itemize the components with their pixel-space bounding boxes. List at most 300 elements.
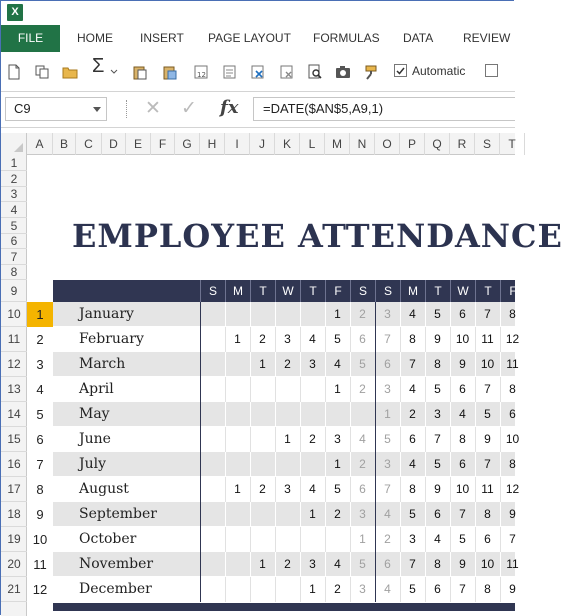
month-number-cell[interactable]: 11 xyxy=(33,557,47,572)
day-cell[interactable] xyxy=(250,402,275,427)
day-cell[interactable]: 6 xyxy=(484,532,491,546)
column-header-o[interactable]: O xyxy=(375,133,400,155)
day-cell[interactable]: 4 xyxy=(409,382,416,396)
name-box[interactable] xyxy=(5,97,107,121)
day-cell[interactable]: 10 xyxy=(480,557,495,571)
day-cell[interactable]: 4 xyxy=(334,557,341,571)
week-separator-line xyxy=(375,427,376,452)
day-cell[interactable]: 8 xyxy=(434,557,441,571)
day-cell[interactable]: 1 xyxy=(334,457,341,471)
month-name-cell[interactable]: November xyxy=(79,556,154,572)
clear-icon[interactable] xyxy=(250,64,266,80)
day-cell[interactable]: 1 xyxy=(259,557,266,571)
row-header-12[interactable]: 12 xyxy=(1,352,27,377)
day-cell[interactable]: 2 xyxy=(359,457,366,471)
column-header-c[interactable]: C xyxy=(76,133,102,155)
day-cell[interactable] xyxy=(225,552,250,577)
day-cell[interactable]: 1 xyxy=(334,307,341,321)
day-cell[interactable]: 3 xyxy=(384,457,391,471)
weekday-header-cell: F xyxy=(325,280,350,302)
month-name-cell[interactable]: April xyxy=(79,381,114,397)
day-cell[interactable] xyxy=(200,452,225,477)
day-cell[interactable]: 4 xyxy=(409,457,416,471)
chevron-down-icon[interactable] xyxy=(93,107,101,112)
month-number-cell[interactable]: 3 xyxy=(36,357,44,372)
day-cell[interactable]: 6 xyxy=(459,307,466,321)
day-cell[interactable]: 1 xyxy=(359,532,366,546)
day-cell[interactable] xyxy=(225,452,250,477)
week-separator-line xyxy=(375,327,376,352)
day-cell[interactable]: 10 xyxy=(505,432,520,446)
day-cell[interactable] xyxy=(250,452,275,477)
day-cell[interactable]: 9 xyxy=(509,507,516,521)
svg-text:12: 12 xyxy=(197,71,206,79)
manual-checkbox[interactable] xyxy=(485,64,498,77)
column-header-d[interactable]: D xyxy=(102,133,126,155)
day-cell[interactable] xyxy=(300,377,325,402)
row-header-15[interactable]: 15 xyxy=(1,427,27,452)
day-cell[interactable] xyxy=(250,377,275,402)
day-cell[interactable] xyxy=(225,377,250,402)
day-cell[interactable]: 2 xyxy=(259,482,266,496)
weekday-header-cell: T xyxy=(475,280,500,302)
day-cell[interactable]: 8 xyxy=(509,307,516,321)
day-cell[interactable]: 7 xyxy=(434,432,441,446)
row-header-19[interactable]: 19 xyxy=(1,527,27,552)
day-cell[interactable]: 6 xyxy=(459,457,466,471)
format-painter-icon[interactable] xyxy=(364,64,380,80)
day-cell[interactable]: 3 xyxy=(284,482,291,496)
week-separator-line xyxy=(200,477,201,502)
day-cell[interactable]: 6 xyxy=(384,557,391,571)
table-row xyxy=(33,552,519,577)
row-header-6[interactable]: 6 xyxy=(1,234,27,249)
autosum-icon[interactable]: Σ xyxy=(92,55,105,77)
camera-icon[interactable] xyxy=(335,64,351,80)
month-name-cell[interactable]: March xyxy=(79,356,126,372)
weekday-header-cell: M xyxy=(400,280,425,302)
week-separator-line xyxy=(200,502,201,527)
week-separator-line xyxy=(375,402,376,427)
table-row xyxy=(36,352,519,377)
clear-icon[interactable] xyxy=(279,64,295,80)
day-cell[interactable] xyxy=(200,577,225,602)
day-cell[interactable] xyxy=(225,302,250,327)
column-headers xyxy=(1,133,515,155)
day-cell[interactable]: 9 xyxy=(459,357,466,371)
day-cell[interactable] xyxy=(250,502,275,527)
month-name-cell[interactable]: August xyxy=(79,481,129,497)
month-name-cell[interactable]: October xyxy=(79,531,137,547)
day-cell[interactable] xyxy=(225,427,250,452)
day-cell[interactable] xyxy=(200,477,225,502)
day-cell[interactable] xyxy=(275,302,300,327)
day-cell[interactable]: 9 xyxy=(459,557,466,571)
day-cell[interactable] xyxy=(200,377,225,402)
row-header-3[interactable]: 3 xyxy=(1,187,27,202)
paste-icon[interactable] xyxy=(132,64,148,80)
month-name-cell[interactable]: June xyxy=(79,431,111,447)
month-number-cell[interactable]: 8 xyxy=(36,482,44,497)
table-row xyxy=(36,477,520,502)
day-cell[interactable] xyxy=(250,577,275,602)
day-cell[interactable] xyxy=(200,552,225,577)
week-separator-line xyxy=(375,352,376,377)
clear-format-icon[interactable] xyxy=(222,64,238,80)
day-cell[interactable]: 11 xyxy=(506,357,519,371)
day-cell[interactable]: 6 xyxy=(359,332,366,346)
day-cell[interactable]: 6 xyxy=(509,407,516,421)
select-all-button[interactable] xyxy=(1,133,27,155)
day-cell[interactable]: 8 xyxy=(409,332,416,346)
day-cell[interactable]: 4 xyxy=(459,407,466,421)
day-cell[interactable] xyxy=(275,527,300,552)
column-header-f[interactable]: F xyxy=(151,133,175,155)
day-cell[interactable]: 2 xyxy=(334,582,341,596)
weekday-header-row xyxy=(53,280,515,302)
day-cell[interactable]: 9 xyxy=(484,432,491,446)
name-box-value: C9 xyxy=(14,101,31,116)
month-number-cell[interactable]: 5 xyxy=(36,407,44,422)
row-header-2[interactable]: 2 xyxy=(1,171,27,187)
day-cell[interactable]: 2 xyxy=(359,382,366,396)
month-number-cell[interactable]: 4 xyxy=(36,382,44,397)
day-cell[interactable] xyxy=(250,527,275,552)
week-separator-line xyxy=(375,502,376,527)
column-header-s[interactable]: S xyxy=(475,133,500,155)
day-cell[interactable] xyxy=(200,352,225,377)
month-number-cell[interactable]: 1 xyxy=(27,302,53,327)
day-cell[interactable]: 9 xyxy=(434,332,441,346)
weekday-header-cell: W xyxy=(275,280,300,302)
day-cell[interactable]: 4 xyxy=(334,357,341,371)
day-cell[interactable]: 4 xyxy=(409,307,416,321)
row-header-10[interactable]: 10 xyxy=(1,302,27,327)
day-cell[interactable]: 7 xyxy=(484,382,491,396)
week-separator-line xyxy=(375,452,376,477)
row-header-11[interactable]: 11 xyxy=(1,327,27,352)
day-cell[interactable] xyxy=(300,302,325,327)
week-separator-line xyxy=(200,527,201,552)
day-cell[interactable]: 1 xyxy=(234,482,241,496)
row-header-13[interactable]: 13 xyxy=(1,377,27,402)
day-cell[interactable] xyxy=(250,302,275,327)
row-header-7[interactable]: 7 xyxy=(1,249,27,265)
column-header-p[interactable]: P xyxy=(400,133,425,155)
row-header-21[interactable]: 21 xyxy=(1,577,27,602)
column-header-e[interactable]: E xyxy=(126,133,151,155)
day-cell[interactable]: 7 xyxy=(409,357,416,371)
row-header-1[interactable]: 1 xyxy=(1,155,27,171)
day-cell[interactable]: 3 xyxy=(359,582,366,596)
month-number-cell[interactable]: 9 xyxy=(36,507,44,522)
column-header-k[interactable]: K xyxy=(275,133,300,155)
column-header-q[interactable]: Q xyxy=(425,133,450,155)
day-cell[interactable]: 2 xyxy=(309,432,316,446)
day-cell[interactable] xyxy=(275,577,300,602)
weekday-header-cell: T xyxy=(250,280,275,302)
day-cell[interactable] xyxy=(225,527,250,552)
day-cell[interactable]: 4 xyxy=(384,582,391,596)
column-header-l[interactable]: L xyxy=(300,133,325,155)
day-cell[interactable]: 7 xyxy=(484,307,491,321)
number-format-icon[interactable] xyxy=(193,64,209,80)
week-separator-line xyxy=(375,377,376,402)
weekday-header-cell: W xyxy=(450,280,475,302)
day-cell[interactable]: 3 xyxy=(359,507,366,521)
day-cell[interactable]: 5 xyxy=(459,532,466,546)
row-header-14[interactable]: 14 xyxy=(1,402,27,427)
column-header-j[interactable]: J xyxy=(250,133,275,155)
day-cell[interactable]: 3 xyxy=(309,357,316,371)
day-cell[interactable] xyxy=(275,402,300,427)
table-row xyxy=(36,302,516,327)
column-header-n[interactable]: N xyxy=(350,133,375,155)
weekday-header-cell: S xyxy=(200,280,225,302)
day-cell[interactable]: 1 xyxy=(309,507,316,521)
month-name-cell[interactable]: January xyxy=(79,306,134,322)
tab-page-layout[interactable]: PAGE LAYOUT xyxy=(208,31,291,45)
day-cell[interactable]: 6 xyxy=(384,357,391,371)
day-cell[interactable]: 7 xyxy=(384,482,391,496)
day-cell[interactable]: 5 xyxy=(334,482,341,496)
print-preview-icon[interactable] xyxy=(307,64,323,80)
day-cell[interactable] xyxy=(200,527,225,552)
day-cell[interactable]: 8 xyxy=(509,382,516,396)
day-cell[interactable]: 2 xyxy=(284,357,291,371)
automatic-label: Automatic xyxy=(412,64,466,78)
week-separator-line xyxy=(200,327,201,352)
day-cell[interactable]: 3 xyxy=(384,382,391,396)
day-cell[interactable]: 5 xyxy=(334,332,341,346)
quick-access-toolbar xyxy=(1,52,515,92)
day-cell[interactable]: 3 xyxy=(309,557,316,571)
day-cell[interactable]: 3 xyxy=(434,407,441,421)
sheet-title: EMPLOYEE ATTENDANCE xyxy=(72,217,563,255)
day-cell[interactable]: 4 xyxy=(309,332,316,346)
weekday-header-cell: M xyxy=(225,280,250,302)
tab-data[interactable]: DATA xyxy=(403,31,434,45)
day-cell[interactable] xyxy=(300,452,325,477)
new-document-icon[interactable] xyxy=(6,64,22,80)
day-cell[interactable]: 5 xyxy=(409,582,416,596)
weekday-header-cell: S xyxy=(350,280,375,302)
day-cell[interactable]: 7 xyxy=(409,557,416,571)
column-header-r[interactable]: R xyxy=(450,133,475,155)
day-cell[interactable]: 8 xyxy=(484,582,491,596)
month-number-cell[interactable]: 6 xyxy=(36,432,44,447)
row-header-17[interactable]: 17 xyxy=(1,477,27,502)
formula-bar xyxy=(1,92,515,128)
column-header-a[interactable]: A xyxy=(27,133,53,155)
weekday-header-cell: T xyxy=(425,280,450,302)
month-name-cell[interactable]: July xyxy=(79,456,107,472)
week-separator-line xyxy=(200,577,201,602)
day-cell[interactable] xyxy=(200,327,225,352)
day-cell[interactable] xyxy=(200,402,225,427)
day-cell[interactable]: 6 xyxy=(459,382,466,396)
checkmark-icon xyxy=(395,65,406,76)
table-row xyxy=(36,377,516,402)
month-number-cell[interactable]: 7 xyxy=(36,457,44,472)
day-cell[interactable] xyxy=(250,427,275,452)
row-header-18[interactable]: 18 xyxy=(1,502,27,527)
enter-icon[interactable]: ✓ xyxy=(181,98,197,119)
month-number-cell[interactable]: 10 xyxy=(32,532,48,547)
day-cell[interactable]: 5 xyxy=(409,507,416,521)
column-header-g[interactable]: G xyxy=(175,133,200,155)
day-cell[interactable]: 10 xyxy=(480,357,495,371)
day-cell[interactable] xyxy=(225,352,250,377)
day-cell[interactable]: 10 xyxy=(455,482,470,496)
day-cell[interactable] xyxy=(325,527,350,552)
select-all-triangle-icon xyxy=(14,143,23,152)
week-separator-line xyxy=(375,527,376,552)
day-cell[interactable]: 2 xyxy=(259,332,266,346)
day-cell[interactable]: 2 xyxy=(409,407,416,421)
day-cell[interactable] xyxy=(200,427,225,452)
day-cell[interactable] xyxy=(225,577,250,602)
day-cell[interactable]: 5 xyxy=(384,432,391,446)
day-cell[interactable]: 5 xyxy=(434,307,441,321)
day-cell[interactable] xyxy=(300,527,325,552)
column-header-h[interactable]: H xyxy=(200,133,225,155)
day-cell[interactable]: 3 xyxy=(409,532,416,546)
day-cell[interactable]: 7 xyxy=(509,532,516,546)
day-cell[interactable] xyxy=(225,402,250,427)
day-cell[interactable]: 5 xyxy=(359,557,366,571)
column-header-i[interactable]: I xyxy=(225,133,250,155)
copy-icon[interactable] xyxy=(34,64,50,80)
day-cell[interactable]: 7 xyxy=(384,332,391,346)
day-cell[interactable]: 10 xyxy=(455,332,470,346)
day-cell[interactable]: 7 xyxy=(459,507,466,521)
tab-review[interactable]: REVIEW xyxy=(463,31,511,45)
paste-special-icon[interactable] xyxy=(162,64,178,80)
day-cell[interactable]: 12 xyxy=(505,482,520,496)
day-cell[interactable]: 4 xyxy=(359,432,366,446)
table-row xyxy=(36,427,520,452)
month-number-cell[interactable]: 12 xyxy=(32,582,48,597)
day-cell[interactable]: 9 xyxy=(434,482,441,496)
day-cell[interactable]: 11 xyxy=(481,332,494,346)
day-cell[interactable] xyxy=(300,402,325,427)
table-row xyxy=(36,502,516,527)
day-cell[interactable]: 6 xyxy=(434,507,441,521)
day-cell[interactable]: 6 xyxy=(409,432,416,446)
month-name-cell[interactable]: December xyxy=(79,581,152,597)
day-cell[interactable]: 6 xyxy=(359,482,366,496)
day-cell[interactable] xyxy=(325,402,350,427)
day-cell[interactable]: 11 xyxy=(481,482,494,496)
day-cell[interactable]: 3 xyxy=(384,307,391,321)
week-separator-line xyxy=(200,377,201,402)
worksheet xyxy=(1,128,563,616)
day-cell[interactable]: 8 xyxy=(509,457,516,471)
day-cell[interactable]: 5 xyxy=(359,357,366,371)
formula-bar-separator xyxy=(126,100,130,118)
day-cell[interactable]: 4 xyxy=(309,482,316,496)
insert-function-button[interactable]: fx xyxy=(220,97,239,118)
day-cell[interactable]: 7 xyxy=(459,582,466,596)
day-cell[interactable]: 2 xyxy=(359,307,366,321)
day-cell[interactable]: 2 xyxy=(384,532,391,546)
day-cell[interactable]: 8 xyxy=(434,357,441,371)
cancel-icon[interactable]: ✕ xyxy=(145,98,161,119)
day-cell[interactable]: 1 xyxy=(259,357,266,371)
day-cell[interactable]: 3 xyxy=(284,332,291,346)
day-cell[interactable]: 5 xyxy=(484,407,491,421)
formula-input[interactable]: =DATE($AN$5,A9,1) xyxy=(253,97,515,121)
day-cell[interactable] xyxy=(275,452,300,477)
tab-home[interactable]: HOME xyxy=(77,31,113,45)
table-row xyxy=(36,452,516,477)
day-cell[interactable]: 7 xyxy=(484,457,491,471)
automatic-checkbox[interactable] xyxy=(394,64,407,77)
month-name-cell[interactable]: May xyxy=(79,406,110,422)
weekday-header-cell: S xyxy=(375,280,400,302)
month-name-cell[interactable]: September xyxy=(79,506,157,522)
ribbon-tabs xyxy=(1,25,515,52)
day-cell[interactable] xyxy=(275,377,300,402)
day-cell[interactable]: 4 xyxy=(434,532,441,546)
day-cell[interactable]: 5 xyxy=(434,382,441,396)
day-cell[interactable]: 11 xyxy=(506,557,519,571)
day-cell[interactable]: 1 xyxy=(384,407,391,421)
day-cell[interactable]: 1 xyxy=(284,432,291,446)
tab-formulas[interactable]: FORMULAS xyxy=(313,31,380,45)
column-header-b[interactable]: B xyxy=(53,133,76,155)
day-cell[interactable] xyxy=(275,502,300,527)
day-cell[interactable] xyxy=(200,502,225,527)
row-header-16[interactable]: 16 xyxy=(1,452,27,477)
day-cell[interactable]: 1 xyxy=(309,582,316,596)
day-cell[interactable] xyxy=(200,302,225,327)
day-cell[interactable]: 8 xyxy=(484,507,491,521)
day-cell[interactable]: 8 xyxy=(409,482,416,496)
open-folder-icon[interactable] xyxy=(62,64,78,80)
day-cell[interactable]: 4 xyxy=(384,507,391,521)
column-header-t[interactable]: T xyxy=(500,133,525,155)
column-header-m[interactable]: M xyxy=(325,133,350,155)
table-row xyxy=(36,402,516,427)
day-cell[interactable] xyxy=(350,402,375,427)
day-cell[interactable]: 8 xyxy=(459,432,466,446)
day-cell[interactable]: 2 xyxy=(284,557,291,571)
day-cell[interactable]: 1 xyxy=(234,332,241,346)
day-cell[interactable] xyxy=(225,502,250,527)
tab-file[interactable]: FILE xyxy=(1,25,60,52)
day-cell[interactable]: 2 xyxy=(334,507,341,521)
row-header-4[interactable]: 4 xyxy=(1,202,27,218)
day-cell[interactable]: 9 xyxy=(509,582,516,596)
chevron-down-icon[interactable] xyxy=(109,66,119,76)
row-header-5[interactable]: 5 xyxy=(1,218,27,234)
row-header-8[interactable]: 8 xyxy=(1,265,27,280)
row-header-20[interactable]: 20 xyxy=(1,552,27,577)
tab-insert[interactable]: INSERT xyxy=(140,31,184,45)
month-name-cell[interactable]: February xyxy=(79,331,144,347)
day-cell[interactable]: 1 xyxy=(334,382,341,396)
table-row xyxy=(32,577,516,602)
day-cell[interactable]: 6 xyxy=(434,582,441,596)
day-cell[interactable]: 12 xyxy=(505,332,520,346)
row-header-9[interactable]: 9 xyxy=(1,280,27,302)
table-row xyxy=(36,327,520,352)
month-number-cell[interactable]: 2 xyxy=(36,332,44,347)
day-cell[interactable]: 5 xyxy=(434,457,441,471)
day-cell[interactable]: 3 xyxy=(334,432,341,446)
